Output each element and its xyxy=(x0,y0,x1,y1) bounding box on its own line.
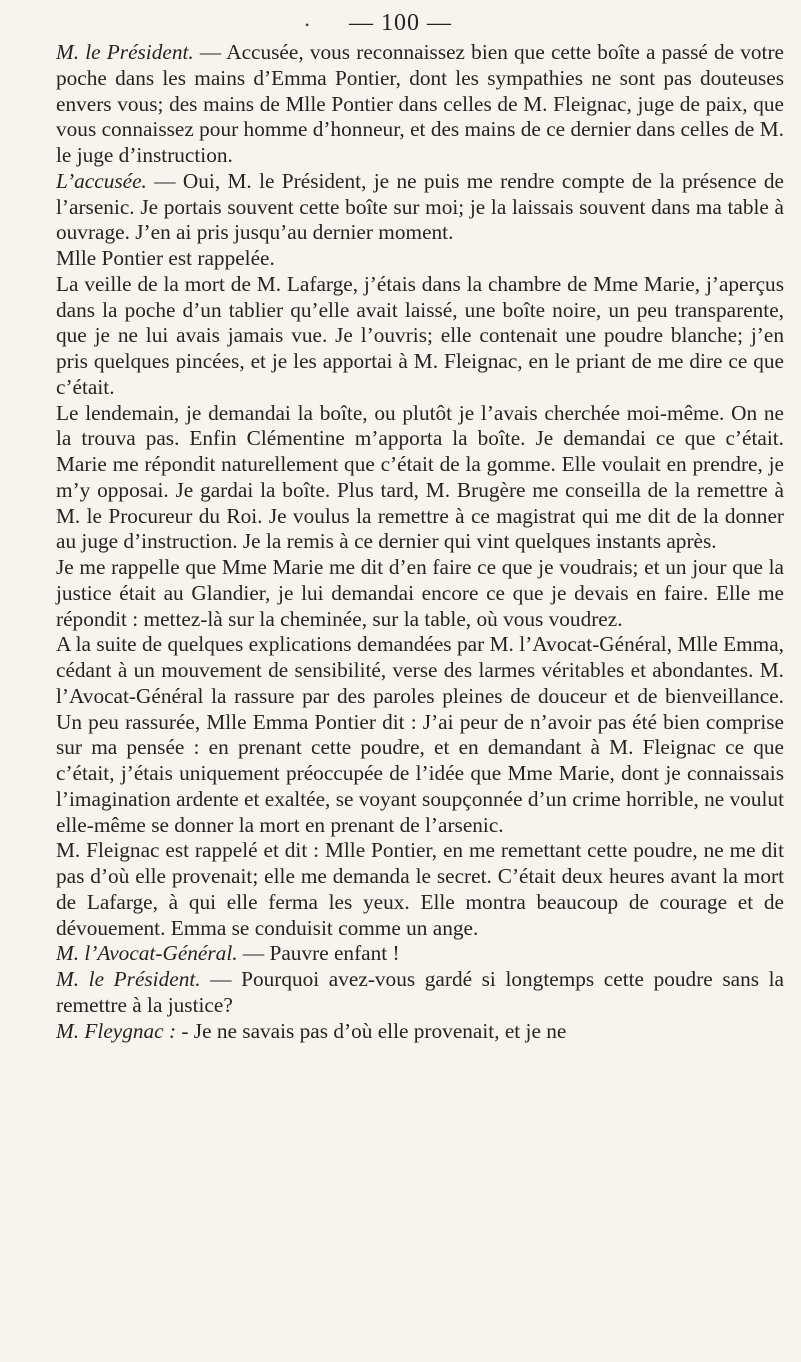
paragraph xyxy=(56,941,784,967)
paragraph xyxy=(56,169,784,246)
speaker: M. le Président. xyxy=(56,40,194,64)
paragraph xyxy=(56,401,784,556)
paragraph-text: Mlle Pontier est rappelée. xyxy=(56,246,275,270)
speaker: M. Fleygnac : xyxy=(56,1018,177,1043)
page-number: — 100 — xyxy=(349,10,452,36)
speaker: M. l’Avocat-Général. xyxy=(56,941,238,966)
paragraph-text: Le lendemain, je demandai la boîte, ou plutôt je l’avais cherchée moi-même. On ne la trouva pas. Enfin Clémentine m’apporta la boîte. Je demandai ce que c’était. Marie me répondit naturellement que c’était de la gomme. Elle voulait en prendre, je m’y opposai. Je gardai la boîte. Plus tard, M. Brugère me conseilla de la remettre à M. le Procureur du Roi. Je voulus la remettre à ce magistrat qui me dit de la donner au juge d’instruction. Je la remis à ce dernier qui vint quelques instants après. xyxy=(56,400,784,554)
paragraph-text: - Je ne savais pas d’où elle provenait, et je ne xyxy=(176,1018,567,1043)
paragraph xyxy=(56,838,784,941)
paragraph-text: M. Fleignac est rappelé et dit : Mlle Pontier, en me remettant cette poudre, ne me dit pas d’où elle provenait; elle me demanda le secret. C’était deux heures avant la mort de Lafarge, à qui elle ferma les yeux. Elle montra beaucoup de courage et de dévouement. Emma se conduisit comme un ange. xyxy=(56,838,784,940)
paragraph-text: A la suite de quelques explications demandées par M. l’Avocat-Général, Mlle Emma, cédant à un mouvement de sensibilité, verse des larmes véritables et abondantes. M. l’Avocat-Général la rassure par des paroles pleines de douceur et de bienveillance. Un peu rassurée, Mlle Emma Pontier dit : J’ai peur de n’avoir pas été bien comprise sur ma pensée : en prenant cette poudre, et en demandant à M. Fleignac ce que c’était, j’étais uniquement préoccupée de l’idée que Mme Marie, dont je connaissais l’imagination ardente et exaltée, se voyant soupçonnée d’un crime horrible, ne voulut elle-même se donner la mort en prenant de l’arsenic. xyxy=(56,632,784,837)
paragraph xyxy=(56,272,784,401)
paragraph xyxy=(56,555,784,632)
body-text xyxy=(56,40,784,1044)
paragraph-text: — Pourquoi avez-vous gardé si longtemps cette poudre sans la remettre à la justice? xyxy=(56,967,784,1017)
paragraph-text: — Accusée, vous reconnaissez bien que cette boîte a passé de votre poche dans les mains d’Emma Pontier, dont les sympathies ne sont pas douteuses envers vous; des mains de Mlle Pontier dans celles de M. Fleignac, juge de paix, que vous connaissez pour homme d’honneur, et des mains de ce dernier dans celles de M. le juge d’instruction. xyxy=(56,40,785,167)
paragraph xyxy=(56,1019,784,1045)
speaker: M. le Président. xyxy=(56,967,201,991)
paragraph xyxy=(56,40,784,169)
paragraph-text: Je me rappelle que Mme Marie me dit d’en faire ce que je voudrais; et un jour que la justice était au Glandier, je lui demandai encore ce que je devais en faire. Elle me répondit : mettez-là sur la cheminée, sur la table, où vous voudrez. xyxy=(56,555,784,631)
paragraph xyxy=(56,967,784,1019)
paragraph xyxy=(56,246,784,272)
paragraph-text: — Oui, M. le Président, je ne puis me rendre compte de la présence de l’arsenic. Je portais souvent cette boîte sur moi; je la laissais souvent dans ma table à ouvrage. J’en ai pris jusqu’au dernier moment. xyxy=(56,168,784,245)
speaker: L’accusée. xyxy=(56,168,147,193)
paragraph-text: — Pauvre enfant ! xyxy=(237,941,400,966)
header-mark: • xyxy=(305,18,310,32)
paragraph-text: La veille de la mort de M. Lafarge, j’étais dans la chambre de Mme Marie, j’aperçus dans la poche d’un tablier qu’elle avait laissé, une boîte noire, un peu transparente, que je ne lui avais jamais vue. Je l’ouvris; elle contenait une poudre blanche; j’en pris quelques pincées, et je les apportai à M. Fleignac, en le priant de me dire ce que c’était. xyxy=(56,271,784,399)
paragraph xyxy=(56,632,784,838)
